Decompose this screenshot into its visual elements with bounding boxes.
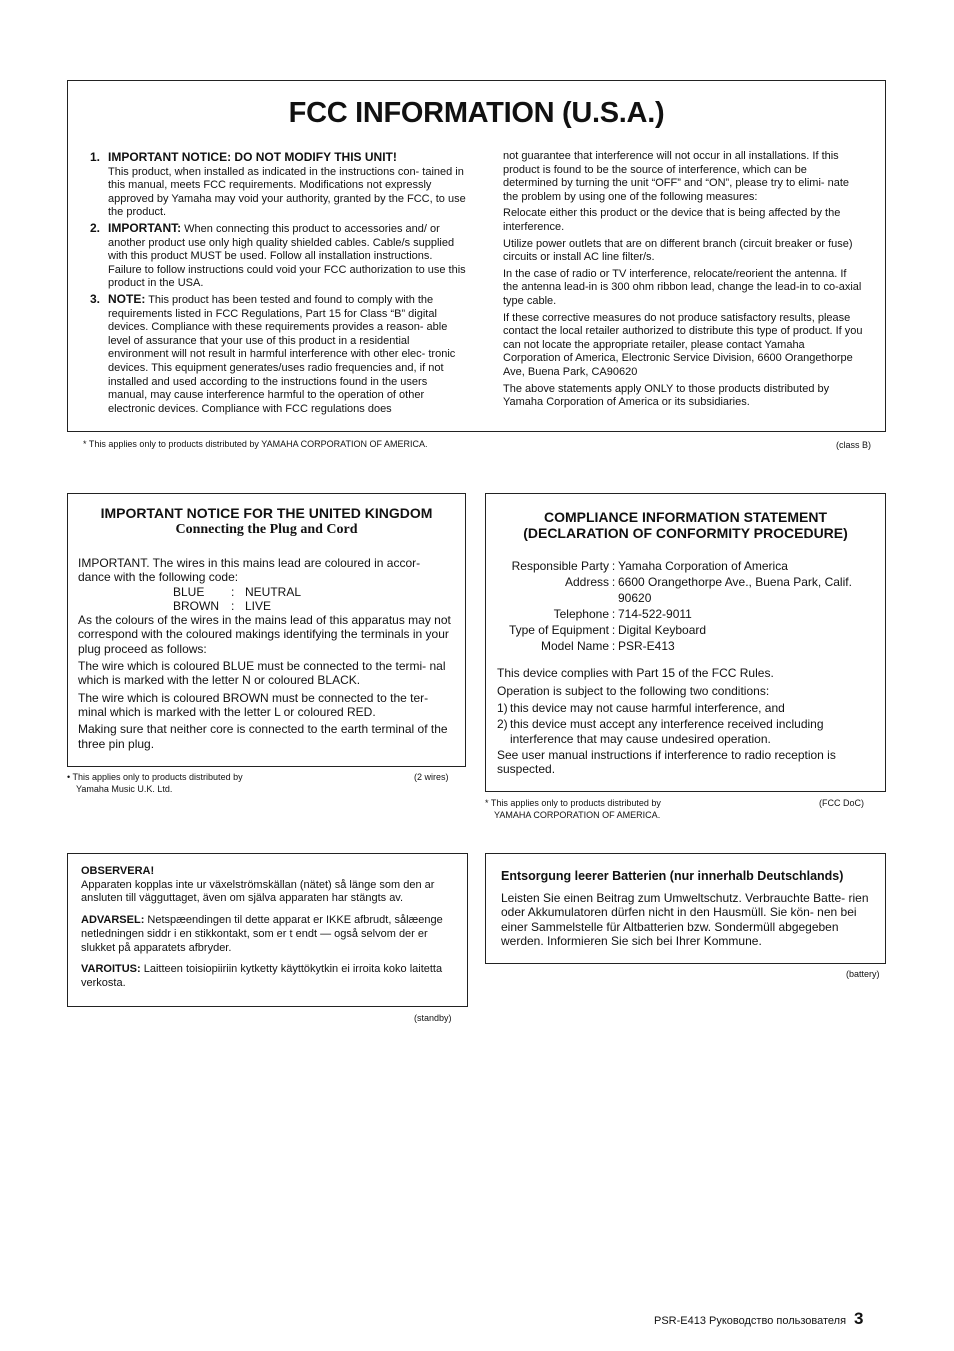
uk-code-row (78, 599, 456, 613)
battery-title: Entsorgung leerer Batterien (nur innerhalb Deutschlands) (501, 869, 844, 883)
compliance-row (496, 574, 881, 606)
row-label: Type of Equipment (508, 623, 609, 637)
fcc-title: FCC INFORMATION (U.S.A.) (288, 97, 665, 129)
battery-tag: (battery) (846, 969, 880, 979)
battery-box (485, 853, 886, 964)
compliance-title-line2: (DECLARATION OF CONFORMITY PROCEDURE) (523, 525, 848, 541)
wire-color: BLUE (173, 584, 205, 599)
condition-number: 1) (497, 700, 508, 715)
fcc-item-number: 3. (90, 291, 101, 306)
wire-color: BROWN (173, 598, 219, 613)
uk-code-row (78, 585, 456, 599)
compliance-row (496, 606, 881, 622)
row-label: Telephone (553, 607, 609, 621)
observera-text: Apparaten kopplas inte ur växelströmskällan (nätet) så länge som den ar ansluten till vägguttaget, även om själva apparaten har stängts av. (81, 878, 435, 905)
fcc-left-column (90, 151, 466, 418)
compliance-title (486, 509, 885, 541)
compliance-box (485, 493, 886, 792)
uk-paragraph: The wire which is coloured BROWN must be connected to the ter- minal which is marked with the letter L or coloured RED. (78, 690, 429, 719)
compliance-row (496, 638, 881, 654)
uk-tag: (2 wires) (414, 772, 449, 782)
row-colon: : (611, 623, 616, 637)
uk-title: IMPORTANT NOTICE FOR THE UNITED KINGDOM (100, 505, 433, 521)
page-number: 3 (854, 1309, 864, 1328)
uk-subtitle: Connecting the Plug and Cord (175, 522, 358, 537)
fcc-paragraph: In the case of radio or TV interference, relocate/reorient the antenna. If the antenna lead-in is 300 ohm ribbon lead, change the lead-in to co-axial type cable. (503, 267, 862, 307)
row-colon: : (611, 607, 616, 621)
advarsel-label: ADVARSEL: (81, 914, 145, 927)
wire-meaning: NEUTRAL (245, 584, 302, 599)
row-colon: : (611, 639, 616, 653)
code-separator: : (231, 584, 235, 599)
varoitus-text: Laitteen toisiopiiriin kytketty käyttökytkin ei irroita koko laitetta verkosta. (81, 963, 443, 989)
observera-tag: (standby) (414, 1013, 452, 1023)
observera-body (81, 865, 457, 999)
compliance-paragraph: This device complies with Part 15 of the FCC Rules. (497, 666, 774, 680)
compliance-row (496, 622, 881, 638)
compliance-paragraph: See user manual instructions if interference to radio reception is suspected. (497, 748, 836, 777)
uk-body (78, 556, 456, 754)
wire-meaning: LIVE (245, 598, 272, 613)
fcc-paragraph: not guarantee that interference will not occur in all installations. If this product is found to be the source of interference, which can be determined by turning the unit “OFF” and “ON”, please try to elimi- nate the problem by using one of the following measures: (503, 150, 850, 203)
row-label: Responsible Party (511, 559, 609, 573)
uk-paragraph: The wire which is coloured BLUE must be connected to the termi- nal which is marked with the letter N or coloured BLACK. (78, 659, 446, 688)
observera-box (67, 853, 468, 1007)
compliance-footnote-line2: YAMAHA CORPORATION OF AMERICA. (494, 810, 661, 820)
footer-text: PSR-E413 Руководство пользователя (654, 1315, 847, 1327)
compliance-title-line1: COMPLIANCE INFORMATION STATEMENT (543, 509, 828, 525)
fcc-item-2 (90, 222, 466, 291)
row-label: Address (564, 575, 609, 589)
row-value: 6600 Orangethorpe Ave., Buena Park, Calif. 90620 (618, 575, 852, 605)
fcc-item-text: This product has been tested and found to comply with the requirements listed in FCC Regulations, Part 15 for Class “B” digital devices. Compliance with these requirements provides a reason- able level of assurance that your use of this product in a residential environment will not result in harmful interference with other elec- tronic devices. This equipment generates/uses radio frequencies and, if not installed and used according to the instructions found in the users manual, may cause interference harmful to the operation of other electronic devices. Compliance with FCC regulations does (108, 293, 456, 415)
compliance-table (496, 558, 881, 654)
compliance-condition (497, 717, 881, 746)
row-colon: : (611, 559, 616, 573)
uk-footnote-line1: • This applies only to products distributed by (67, 772, 243, 782)
fcc-tag: (class B) (836, 440, 872, 450)
fcc-item-heading: IMPORTANT NOTICE: DO NOT MODIFY THIS UNIT! (108, 150, 397, 164)
fcc-footnote: * This applies only to products distributed by YAMAHA CORPORATION OF AMERICA. (83, 439, 428, 449)
row-value: 714-522-9011 (618, 607, 692, 621)
fcc-item-number: 2. (90, 220, 101, 235)
varoitus-label: VAROITUS: (81, 963, 141, 976)
fcc-item-heading: IMPORTANT: (108, 220, 182, 235)
fcc-paragraph: The above statements apply ONLY to those products distributed by Yamaha Corporation of America or its subsidiaries. (503, 382, 830, 409)
fcc-paragraph: If these corrective measures do not produce satisfactory results, please contact the local retailer authorized to distribute this type of product. If you can not locate the appropriate retailer, please contact Yamaha Corporation of America, Electronic Service Division, 6600 Orangethorpe Ave, Buena Park, CA90620 (503, 311, 863, 378)
uk-footnote-line2: Yamaha Music U.K. Ltd. (76, 784, 173, 794)
fcc-item-number: 1. (90, 150, 101, 164)
compliance-row (496, 558, 881, 574)
fcc-item-text: When connecting this product to accessories and/ or another product use only high quality shielded cables. Cable/s supplied with this product MUST be used. Follow all installation instructions. Failure to follow instructions could void your FCC authorization to use this product in the USA. (108, 222, 466, 290)
row-value: Digital Keyboard (618, 623, 707, 637)
fcc-item-3 (90, 293, 466, 416)
fcc-paragraph: Utilize power outlets that are on different branch (circuit breaker or fuse) circuits or install AC line filter/s. (503, 237, 853, 264)
battery-text: Leisten Sie einen Beitrag zum Umweltschutz. Verbrauchte Batte- rien oder Akkumulatoren dürfen nicht in den Hausmüll. Sie kön- nen bei einer Sammelstelle für Altbatterien bzw. Sondermüll abgegeben werden. Informieren Sie sich bei Ihrer Kommune. (501, 891, 869, 948)
fcc-item-heading: NOTE: (108, 291, 146, 306)
uk-intro: IMPORTANT. The wires in this mains lead are coloured in accor- dance with the following code: (78, 556, 421, 585)
condition-text: this device may not cause harmful interference, and (510, 700, 785, 715)
row-value: PSR-E413 (618, 639, 675, 653)
code-separator: : (231, 598, 235, 613)
compliance-tag: (FCC DoC) (819, 798, 864, 808)
observera-title: OBSERVERA! (81, 865, 155, 877)
row-label: Model Name (540, 639, 609, 653)
compliance-paragraph: Operation is subject to the following two conditions: (497, 684, 770, 699)
row-colon: : (611, 575, 616, 589)
condition-number: 2) (497, 717, 508, 732)
uk-paragraph: Making sure that neither core is connected to the earth terminal of the three pin plug. (78, 722, 448, 751)
row-value: Yamaha Corporation of America (618, 559, 788, 573)
condition-text: this device must accept any interference received including interference that may cause undesired operation. (510, 717, 824, 746)
compliance-footnote-line1: * This applies only to products distributed by (485, 798, 661, 808)
compliance-body (497, 666, 881, 781)
fcc-item-1 (90, 151, 466, 220)
fcc-item-text: This product, when installed as indicated in the instructions con- tained in this manual, meets FCC requirements. Modifications not expressly approved by Yamaha may void your authority, granted by the FCC, to use the product. (108, 165, 466, 219)
fcc-paragraph: Relocate either this product or the device that is being affected by the interference. (503, 207, 841, 233)
advarsel-text: Netspæendingen til dette apparat er IKKE afbrudt, sålæenge netledningen siddr i en stikkontakt, som er t endt — også selvom der er slukket på apparatets afbryder. (81, 914, 443, 954)
uk-notice-box (67, 493, 466, 767)
uk-paragraph: As the colours of the wires in the mains lead of this apparatus may not correspond with the coloured makings identifying the terminals in your plug proceed as follows: (78, 613, 451, 656)
fcc-right-column (503, 150, 863, 413)
fcc-information-box (67, 80, 886, 432)
compliance-condition (497, 701, 881, 715)
